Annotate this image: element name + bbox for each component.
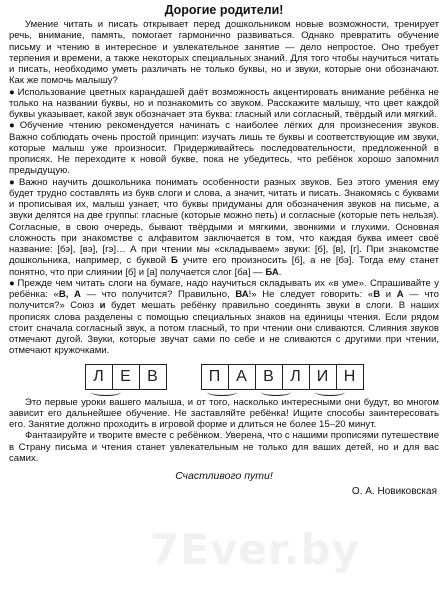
paragraph-first-lessons: Это первые уроки вашего малыша, и от того, насколько интересными они будут, во многом зависит его дальнейшее обучение. Не заставляйте ребёнка! Ищите способы заинтересовать его. Занятие должно проходить в игровой форме и длиться не более 15–20 минут.: [9, 396, 439, 430]
paragraph-colored-pencils: ● Использование цветных карандашей даёт возможность акцентировать внимание ребёнка не только на названии буквы, но и познакомить со звуком. Расскажите малышу, что цвет каждой буквы указывает, какой звук обозначает эта буква: гласный или согласный, твёрдый или мягкий.: [9, 86, 439, 120]
page-title: Дорогие родители!: [164, 3, 284, 17]
letter-b: Б: [171, 255, 178, 267]
paragraph-sounds: ● Важно научить дошкольника понимать особенности разных звуков. Без этого умения ему будет трудно составлять из букв слоги и слова, а значит, читать и писать. Знакомясь с буквами и прописывая их, малыш узнает, что буквы придуманы для обозначения звуков на письме, а звуки делятся на две группы: гласные (которые можно петь) и согласные (которые петь нельзя). Согласные, в свою очередь, бывают твёрдыми и мягкими, звонкими и глухими. Основная сложность при знакомстве с алфавитом заключается в том, что каждая буква имеет своё название: [бэ], [вэ], [гэ]… А при чтении мы «складываем» звуки: [б], [в], [г]. При знакомстве дошкольника, например, с буквой Б учите его произносить [б], а не [бэ]. Тогда ему станет понятно, что при слиянии [б] и [а] получается слог [ба] — БА.: [9, 176, 439, 278]
letter-cell: А: [228, 364, 255, 390]
bullet-icon: ●: [9, 120, 18, 132]
letter-cell: Л: [85, 364, 112, 390]
letter-cell: П: [201, 364, 228, 390]
letter-cell: Е: [112, 364, 139, 390]
paragraph-syllables: ● Прежде чем читать слоги на бумаге, надо научиться складывать их «в уме». Спрашивайте у ребёнка: «В, А — что получится? Правильно, ВА!» Не следует говорить: «В и А — что получится?» Союз и будет мешать ребёнку правильно соединять звуки в слоги. В наших прописях слова разделены с помощью специальных знаков на единицы чтения. Если рядом стоит сначала согласный звук, а потом гласный, то при чтении они сливаются. Слияния звуков отмечают дугой. Звуки, которые звучат сами по себе и не сливаются с другими при чтении, отмечают кружочками.: [9, 277, 439, 357]
word-pavlin: [201, 364, 364, 390]
paragraph-fantasize: Фантазируйте и творите вместе с ребёнком. Уверена, что с нашими прописями путешествие в Страну письма и чтения станет увлекательным не только для ваших детей, но и для вас самих.: [9, 430, 439, 464]
bullet-icon: ●: [9, 86, 16, 98]
syllable-ba: БА: [265, 266, 279, 278]
letter-cell: Л: [282, 364, 309, 390]
bullet-icon: ●: [9, 277, 16, 289]
letter-cell: В: [139, 364, 167, 390]
letter-cell: И: [309, 364, 336, 390]
letter-cell: Н: [336, 364, 364, 390]
word-lev: [85, 364, 167, 390]
author-name: О. А. Новиковская: [351, 486, 437, 497]
paragraph-reading-start: ● Обучение чтению рекомендуется начинать с наиболее лёгких для произнесения звуков. Важно соблюдать очень простой принцип: изучать лишь те буквы и соответствующие им звуки, которые малыш уже произносит. Придерживайтесь последовательности, предложенной в прописях. Не переходите к новой букве, пока не убедитесь, что ребёнок хорошо запомнил предыдущую.: [9, 120, 439, 177]
watermark-logo: 7Ever.by: [150, 525, 360, 574]
closing-wish: Счастливого пути!: [175, 470, 273, 482]
bullet-icon: ●: [9, 176, 17, 188]
intro-paragraph: Умение читать и писать открывает перед дошкольником новые возможности, тренирует речь, внимание, память, помогает гармонично развиваться. Однако превратить обучение письму и чтению в интересное и увлекательное занятие — дело непростое. Оно требует терпения и времени, а также некоторых специальных знаний. Для того чтобы научиться читать и писать, необходимо уметь различать не только буквы, но и звуки, которые они обозначают. Как же помочь малышу?: [9, 19, 439, 87]
letter-cell: В: [255, 364, 282, 390]
syllable-examples: [9, 358, 439, 396]
